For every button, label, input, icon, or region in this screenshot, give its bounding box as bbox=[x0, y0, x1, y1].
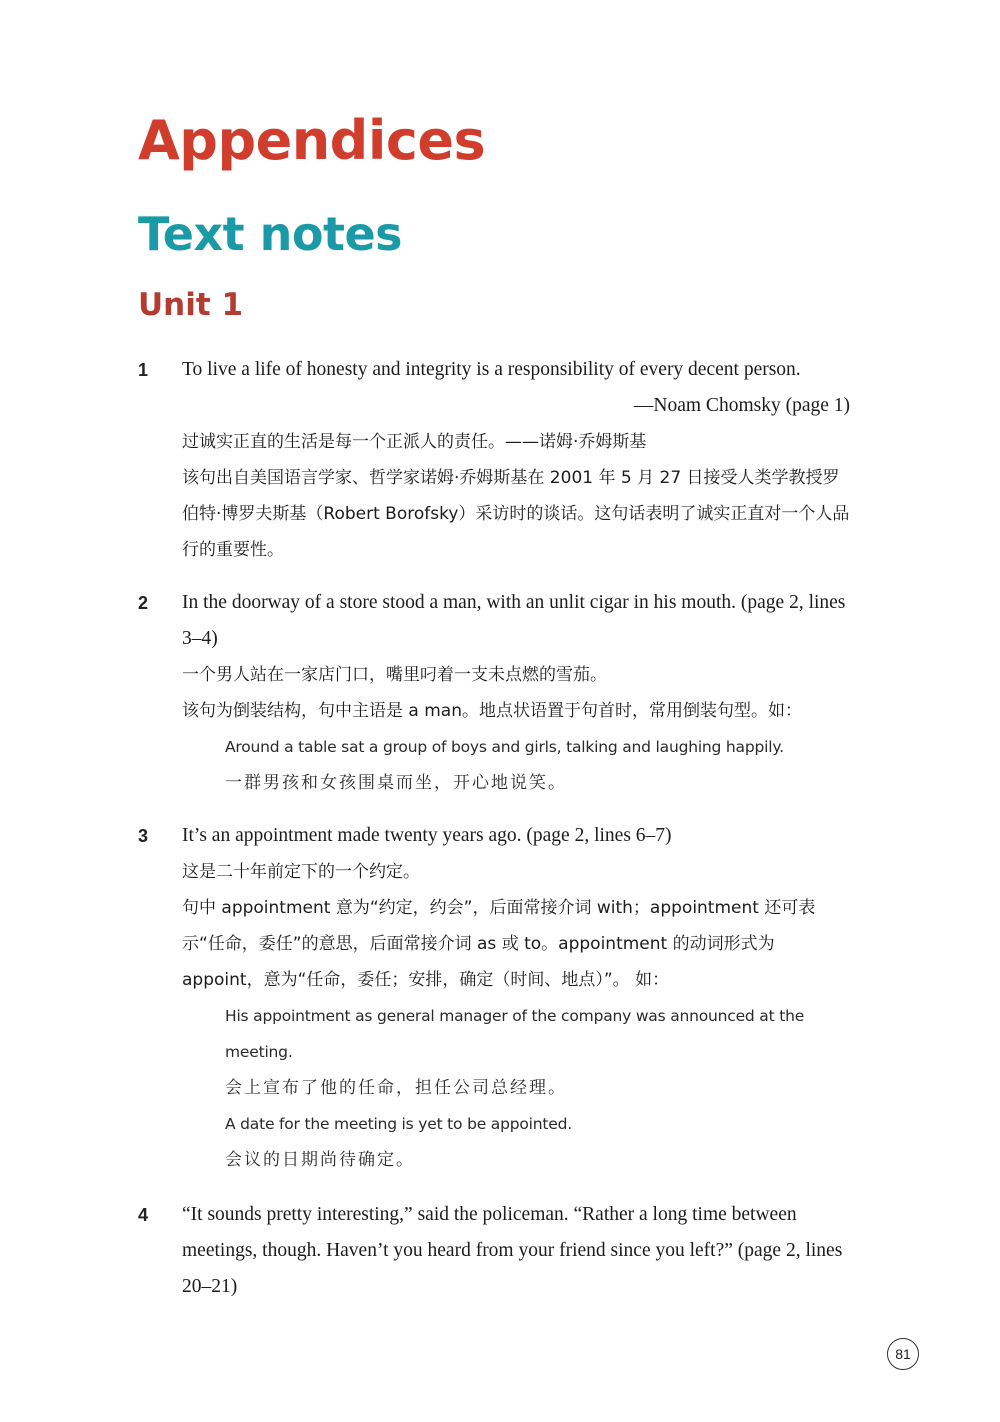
example-english: Around a table sat a group of boys and girls, talking and laughing happily. bbox=[225, 738, 784, 756]
note-number: 3 bbox=[138, 826, 149, 846]
note-translation: 一个男人站在一家店门口，嘴里叼着一支未点燃的雪茄。 bbox=[182, 665, 607, 685]
note-number: 1 bbox=[138, 360, 149, 380]
note-number: 2 bbox=[138, 593, 149, 613]
note-number: 4 bbox=[138, 1205, 149, 1225]
note-translation: 这是二十年前定下的一个约定。 bbox=[182, 862, 420, 882]
section-heading: Text notes bbox=[138, 207, 403, 261]
note-quote: To live a life of honesty and integrity is a responsibility of every decent person. bbox=[182, 359, 801, 380]
note-translation: 过诚实正直的生活是每一个正派人的责任。——诺姆·乔姆斯基 bbox=[182, 432, 647, 452]
example-english: A date for the meeting is yet to be appointed. bbox=[225, 1115, 572, 1133]
unit-heading: Unit 1 bbox=[138, 287, 244, 323]
example-block bbox=[182, 729, 850, 801]
example-chinese: 会上宣布了他的任命，担任公司总经理。 bbox=[225, 1078, 567, 1098]
note-explanation: 该句出自美国语言学家、哲学家诺姆·乔姆斯基在 2001 年 5 月 27 日接受人类学教授罗伯特·博罗夫斯基（Robert Borofsky）采访时的谈话。这句话表明了诚实正直对一个人品行的重要性。 bbox=[182, 468, 850, 560]
note-quote: “It sounds pretty interesting,” said the policeman. “Rather a long time between meetings, though. Haven’t you heard from your friend since you left?” (page 2, lines 20–21) bbox=[182, 1204, 843, 1297]
note-quote: It’s an appointment made twenty years ago. (page 2, lines 6–7) bbox=[182, 825, 672, 846]
example-chinese: 会议的日期尚待确定。 bbox=[225, 1150, 415, 1170]
note-explanation: 句中 appointment 意为“约定，约会”，后面常接介词 with；appointment 还可表示“任命，委任”的意思，后面常接介词 as 或 to。appointment 的动词形式为 appoint，意为“任命，委任；安排，确定（时间、地点）”。 如： bbox=[182, 898, 816, 990]
quote-author: —Noam Chomsky (page 1) bbox=[633, 395, 850, 416]
example-chinese: 一群男孩和女孩围桌而坐，开心地说笑。 bbox=[225, 773, 567, 793]
example-english: His appointment as general manager of the company was announced at the meeting. bbox=[225, 1007, 805, 1061]
page-title: Appendices bbox=[138, 109, 486, 172]
note-explanation: 该句为倒装结构，句中主语是 a man。地点状语置于句首时，常用倒装句型。如： bbox=[182, 701, 802, 721]
example-block bbox=[182, 998, 850, 1178]
page-number: 81 bbox=[887, 1338, 919, 1370]
note-quote: In the doorway of a store stood a man, with an unlit cigar in his mouth. (page 2, lines 3–4) bbox=[182, 592, 846, 649]
